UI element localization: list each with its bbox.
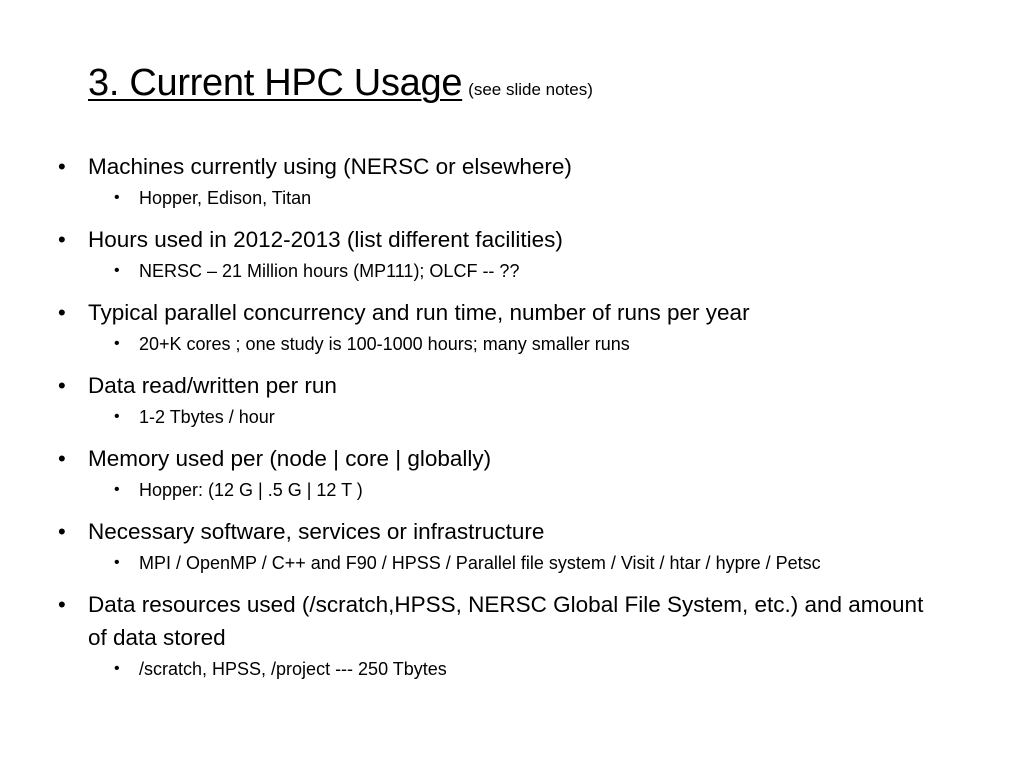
bullet-text: Necessary software, services or infrastructure — [88, 519, 545, 544]
bullet-level1 — [0, 442, 1024, 475]
sub-bullet-text: 1-2 Tbytes / hour — [139, 407, 275, 427]
bullet-level2 — [0, 331, 1024, 357]
bullet-text: Typical parallel concurrency and run time, number of runs per year — [88, 300, 750, 325]
bullet-dot-icon: • — [58, 373, 66, 398]
bullet-level1 — [0, 296, 1024, 329]
bullet-item — [0, 588, 1024, 682]
bullet-dot-icon: • — [114, 189, 120, 206]
bullet-level2 — [0, 550, 1024, 576]
bullet-level2 — [0, 258, 1024, 284]
bullet-level2 — [0, 477, 1024, 503]
bullet-dot-icon: • — [114, 408, 120, 425]
sub-bullet-text: Hopper, Edison, Titan — [139, 188, 312, 208]
bullet-level2 — [0, 404, 1024, 430]
bullet-item — [0, 442, 1024, 503]
bullet-item — [0, 515, 1024, 576]
slide-title: 3. Current HPC Usage — [88, 62, 463, 104]
bullet-level1 — [0, 588, 1024, 654]
bullet-dot-icon: • — [114, 262, 120, 279]
bullet-dot-icon: • — [114, 554, 120, 571]
bullet-text: Memory used per (node | core | globally) — [88, 446, 492, 471]
bullet-text: Data resources used (/scratch,HPSS, NERSC Global File System, etc.) and amount of data stored — [88, 592, 924, 650]
sub-bullet-text: /scratch, HPSS, /project --- 250 Tbytes — [139, 659, 447, 679]
bullet-item — [0, 223, 1024, 284]
sub-bullet-text: MPI / OpenMP / C++ and F90 / HPSS / Parallel file system / Visit / htar / hypre / Petsc — [139, 553, 821, 573]
bullet-dot-icon: • — [114, 660, 120, 677]
bullet-item — [0, 369, 1024, 430]
sub-bullet-text: Hopper: (12 G | .5 G | 12 T ) — [139, 480, 363, 500]
slide-title-row — [88, 62, 593, 105]
bullet-text: Machines currently using (NERSC or elsewhere) — [88, 154, 572, 179]
sub-bullet-text: NERSC – 21 Million hours (MP111); OLCF -- ?? — [139, 261, 520, 281]
bullet-text: Data read/written per run — [88, 373, 337, 398]
bullet-dot-icon: • — [58, 592, 66, 617]
bullet-item — [0, 150, 1024, 211]
bullet-item — [0, 296, 1024, 357]
bullet-level1 — [0, 515, 1024, 548]
bullet-level1 — [0, 150, 1024, 183]
bullet-dot-icon: • — [58, 519, 66, 544]
bullet-level2 — [0, 656, 1024, 682]
bullet-dot-icon: • — [58, 446, 66, 471]
bullet-level1 — [0, 369, 1024, 402]
bullet-dot-icon: • — [114, 481, 120, 498]
bullet-level1 — [0, 223, 1024, 256]
bullet-text: Hours used in 2012-2013 (list different facilities) — [88, 227, 563, 252]
bullet-dot-icon: • — [114, 335, 120, 352]
bullet-dot-icon: • — [58, 154, 66, 179]
bullet-dot-icon: • — [58, 227, 66, 252]
sub-bullet-text: 20+K cores ; one study is 100-1000 hours; many smaller runs — [139, 334, 630, 354]
bullet-dot-icon: • — [58, 300, 66, 325]
bullet-list — [0, 150, 1024, 694]
slide-title-note: (see slide notes) — [468, 80, 593, 99]
bullet-level2 — [0, 185, 1024, 211]
